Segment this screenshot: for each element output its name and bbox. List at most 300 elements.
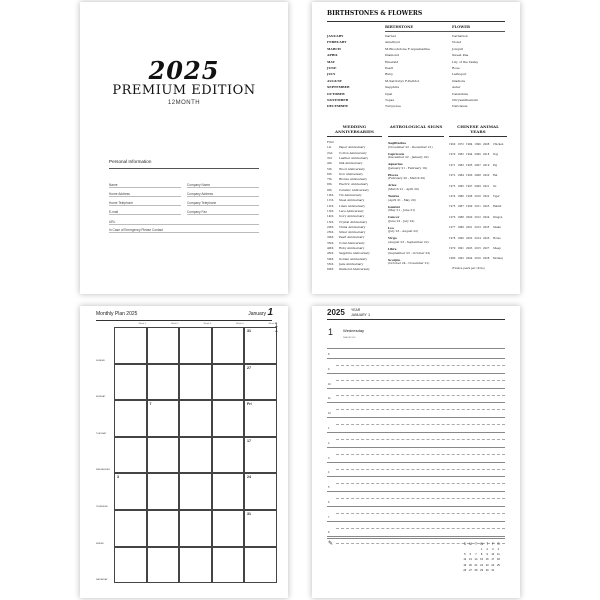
hour-line	[327, 417, 505, 418]
personal-field-line	[187, 196, 259, 197]
week-header: Week 2	[171, 323, 179, 325]
week-header: Week 4	[236, 323, 244, 325]
anniversary-number: 25th	[327, 230, 334, 235]
half-hour-line	[336, 528, 505, 529]
birthstone-month: FEBRUARY	[327, 40, 347, 45]
hour-line	[327, 388, 505, 389]
calendar-cell	[147, 400, 180, 437]
astro-sign	[388, 259, 429, 266]
birthstone-month: MARCH	[327, 46, 341, 51]
daily-bottom-line	[327, 538, 505, 539]
hour-label: 10	[328, 382, 331, 386]
zodiac-animal: Dog	[493, 153, 499, 157]
zodiac-year: 2006	[474, 153, 481, 157]
mini-cal-day: 28	[474, 568, 478, 572]
zodiac-row	[449, 164, 507, 174]
personal-field-line	[109, 232, 259, 233]
mini-cal-day: 25	[496, 563, 500, 567]
birthstone-flower: Narcissus	[452, 104, 468, 109]
astro-sign-name: Sagittarius	[388, 141, 406, 145]
anniversary-name: Ceramic Anniversary	[339, 187, 369, 192]
calendar-cell	[212, 510, 245, 547]
calendar-cell	[147, 547, 180, 584]
calendar-date: 27	[247, 365, 251, 370]
astro-sign	[388, 195, 416, 202]
birthstone-month: SEPTEMBER	[327, 85, 350, 90]
cover-year: 2025	[148, 56, 220, 85]
anniversary-number: 35th	[327, 240, 334, 245]
mini-cal-header: S	[463, 542, 466, 546]
zodiac-year: 2016	[474, 257, 481, 261]
flower-header: FLOWER	[452, 25, 470, 29]
birthstone-row	[327, 66, 505, 72]
anniversary-number: 50th	[327, 256, 334, 261]
zodiac-year: 2020	[483, 174, 490, 178]
daily-rule	[327, 319, 505, 320]
week-header: Week 3	[203, 323, 211, 325]
birthstone-flower: Jonquil	[452, 46, 464, 51]
astro-sign-dates: (December 22 - January 20)	[388, 155, 429, 160]
mini-cal-header: W	[480, 542, 484, 546]
zodiac-year: 2027	[483, 247, 490, 250]
cover-subtitle: 12MONTH	[167, 100, 201, 106]
personal-field-line	[109, 224, 259, 225]
birthstone-flower: Aster	[452, 85, 461, 90]
anniversary-name: Sapphire Anniversary	[339, 251, 370, 256]
personal-field-label: Company Address	[187, 192, 214, 196]
astro-sign	[388, 216, 414, 223]
birthstone-stone: Pearl	[385, 66, 394, 70]
anniversary-number: 3rd	[327, 155, 332, 160]
astro-sign	[388, 174, 425, 181]
zodiac-year: 2003	[466, 247, 473, 250]
calendar-cell	[114, 547, 147, 584]
birthstone-flower: Carnation	[452, 34, 468, 38]
birthstone-stone: Turquoise	[385, 104, 401, 109]
astro-sign-name: Gemini	[388, 204, 400, 209]
birthstone-month: MAY	[327, 59, 335, 64]
zodiac-animal: Rabbit	[493, 205, 502, 209]
zodiac-year: 2024	[483, 215, 490, 219]
monthly-plan-page	[80, 306, 288, 598]
mini-cal-day: 31	[491, 568, 495, 572]
zodiac-year: 1987	[457, 205, 464, 209]
zodiac-row	[449, 237, 507, 247]
half-hour-line	[336, 454, 505, 455]
calendar-cell	[147, 327, 180, 364]
astro-sign-dates: (July 23 - August 22)	[388, 229, 419, 234]
birthstone-row	[327, 34, 505, 40]
calendar-cell	[212, 364, 245, 401]
birthstone-stone: Opal	[385, 91, 393, 96]
zodiac-row	[449, 185, 507, 195]
anniversary-name: Electric Anniversary	[339, 182, 369, 187]
zodiac-year: 1997	[466, 184, 473, 188]
hour-label: 5	[328, 486, 330, 490]
calendar-cell	[244, 364, 277, 401]
birthstone-month: DECEMBER	[327, 104, 348, 109]
astro-sign	[388, 163, 427, 170]
birthstone-row	[327, 104, 505, 110]
anniversary-name: Pearl Anniversary	[339, 235, 365, 240]
zodiac-row	[449, 195, 507, 205]
monthly-month: January	[248, 311, 266, 317]
birthstone-stone: Diamond	[385, 53, 400, 58]
calendar-cell	[179, 473, 212, 510]
astro-sign	[388, 206, 415, 213]
mini-cal-day: 11	[497, 553, 500, 557]
birthstone-stone: M-Sardonyx F-Peridot	[385, 78, 420, 83]
personal-field-line	[187, 214, 259, 215]
astro-sign	[388, 142, 433, 149]
week-header: Week 5	[268, 323, 276, 325]
hour-line	[327, 373, 505, 374]
calendar-date: 24	[247, 475, 251, 480]
half-hour-line	[336, 439, 505, 440]
zodiac-year: 2011	[474, 205, 481, 209]
calendar-cell	[114, 437, 147, 474]
anniversary-number: 12th	[327, 203, 334, 208]
calendar-cell	[244, 473, 277, 510]
zodiac-year: 2022	[483, 195, 490, 198]
zodiac-row	[449, 153, 507, 163]
hour-label: 4	[328, 471, 330, 475]
birthstone-flower: Sweet Pea	[452, 53, 469, 58]
mini-cal-day: 10	[491, 553, 495, 557]
anniversary-number: 1st	[327, 145, 332, 150]
mini-cal-day: 13	[468, 558, 472, 562]
daily-year-label: YEAR	[351, 308, 361, 312]
astro-sign-dates: (April 21 - May 20)	[388, 197, 416, 202]
personal-field-line	[109, 187, 181, 188]
mini-cal-day: 12	[463, 558, 467, 562]
zodiac-year: 2028	[483, 257, 490, 261]
day-row-label: WEDNESDAY	[96, 469, 110, 472]
zodiac-year: 1995	[466, 163, 473, 167]
side-day: 1	[274, 323, 278, 329]
hour-label: 12	[328, 412, 331, 416]
header-rule	[385, 31, 505, 32]
astro-sign-name: Taurus	[388, 194, 400, 198]
zodiac-animal: Chicken	[493, 143, 504, 146]
astro-sign-name: Scorpio	[388, 257, 401, 262]
zodiac-year: 1990	[457, 236, 464, 240]
daily-day-big: 1	[328, 327, 334, 337]
anniversary-number: 10th	[327, 193, 334, 197]
zodiac-year: 1984	[457, 174, 464, 178]
zodiac-year: 2023	[483, 205, 490, 209]
anniversary-number: 6th	[327, 171, 332, 176]
mini-cal-day: 3	[492, 548, 494, 551]
title-rule	[327, 21, 505, 22]
mini-cal-day: 2	[486, 548, 488, 551]
mini-cal-day: 9	[486, 553, 488, 557]
zodiac-year: 2014	[474, 236, 481, 240]
astro-sign-dates: (May 21 - June 21)	[388, 208, 416, 213]
anniversary-name: Golden Anniversary	[339, 256, 368, 261]
hour-line	[327, 506, 505, 507]
calendar-date: Fri	[247, 402, 252, 407]
zodiac-row	[449, 174, 507, 184]
birthstone-flower: Calendula	[452, 91, 468, 96]
hour-label: 7	[328, 515, 330, 519]
anniversary-number: 30th	[327, 235, 334, 240]
pen-icon: ✎	[328, 540, 334, 547]
zodiac-year: 1986	[457, 195, 464, 198]
zodiac-year: 2007	[474, 163, 481, 167]
zodiac-year: 1988	[457, 215, 464, 219]
personal-field-line	[187, 205, 259, 206]
hour-line	[327, 432, 505, 433]
daily-weekday: Wednesday	[343, 328, 365, 333]
birthstone-month: JULY	[327, 72, 336, 77]
anniversary-number: 5th	[327, 166, 332, 171]
calendar-cell	[179, 364, 212, 401]
mini-cal-header: T	[475, 542, 477, 546]
anniversary-name: Leather Anniversary	[339, 155, 369, 160]
calendar-date: 17	[247, 438, 251, 443]
hour-label: 11	[328, 397, 331, 401]
anniversary-number: First	[327, 140, 334, 144]
birthstones-title: BIRTHSTONES & FLOWERS	[327, 10, 423, 17]
cover-edition: PREMIUM EDITION	[112, 83, 256, 98]
mini-cal-day: 6	[469, 553, 472, 557]
anniversary-name: Steel Anniversary	[339, 198, 365, 203]
anniversary-name: Paper Anniversary	[339, 145, 366, 150]
zodiac-year: 2018	[483, 153, 490, 157]
mini-cal-header: F	[491, 542, 494, 546]
mini-cal-day: 19	[463, 563, 467, 567]
anniversary-number: 45th	[327, 251, 334, 256]
half-hour-line	[336, 365, 505, 366]
mini-cal-header: M	[469, 542, 472, 546]
zodiac-year: 1982	[457, 153, 464, 157]
hour-line	[327, 491, 505, 492]
anniversary-name: Crystal Anniversary	[339, 219, 368, 224]
astrological-header: ASTROLOGICAL SIGNS	[389, 124, 443, 129]
mini-cal-day: 30	[485, 568, 489, 572]
anniversaries-header: WEDDING ANNIVERSARIES	[335, 124, 374, 134]
hour-label: 2	[328, 441, 330, 445]
birthstone-flower: Violet	[452, 40, 462, 45]
calendar-date: 7	[149, 402, 152, 407]
mini-cal-day: 24	[491, 563, 495, 567]
zodiac-animal: Dragon	[493, 215, 503, 219]
astro-sign-dates: (March 21 - April 20)	[388, 186, 419, 191]
personal-field-label: E-mail	[109, 210, 119, 214]
astro-sign-name: Aquarius	[388, 162, 403, 167]
personal-field-label: Company Fax	[187, 210, 207, 214]
anniversary-name: China Anniversary	[339, 224, 366, 229]
calendar-cell	[212, 437, 245, 474]
astro-sign	[388, 237, 429, 244]
monthly-grid	[96, 327, 272, 593]
anniversary-name: Jade Anniversary	[339, 261, 364, 266]
mini-cal-day: 29	[480, 568, 484, 572]
personal-field-line	[109, 205, 181, 206]
mini-cal-day: 23	[485, 563, 489, 567]
zodiac-year: 2008	[474, 174, 481, 178]
calendar-cell	[244, 510, 277, 547]
zodiac-year: 1973	[449, 184, 456, 188]
mini-cal-day: 16	[485, 558, 489, 562]
birthstone-stone: Emerald	[385, 59, 399, 64]
birthstone-month: APRIL	[327, 53, 338, 58]
birthstone-flower: Chrysanthemum	[452, 98, 478, 102]
birthstone-flower: Lily of the Valley	[452, 59, 479, 64]
personal-field-label: In Case of Emergency Please Contact	[109, 228, 164, 232]
astro-rule	[388, 136, 444, 137]
hour-line	[327, 476, 505, 477]
zodiac-year: 2021	[483, 184, 490, 188]
hour-label: 8	[328, 353, 330, 356]
anniversary-name: Ivory Anniversary	[339, 214, 365, 219]
anniversary-number: 55th	[327, 261, 334, 266]
zodiac-year: 2019	[483, 163, 490, 167]
calendar-date: 31	[247, 512, 251, 516]
zodiac-row	[449, 257, 507, 267]
calendar-cell	[244, 437, 277, 474]
half-hour-line	[336, 424, 505, 425]
birthstone-stone: Amethyst	[385, 40, 400, 45]
personal-field-line	[187, 187, 259, 188]
birthstone-flower: Larkspur	[452, 72, 467, 77]
hour-label: 9	[328, 367, 330, 371]
calendar-cell	[114, 510, 147, 547]
birthstone-month: AUGUST	[327, 78, 342, 83]
astro-sign-name: Pisces	[388, 172, 399, 177]
zodiac-year: 2001	[466, 226, 473, 230]
astro-sign-dates: (November 22 - December 21)	[388, 144, 433, 149]
zodiac-year: 1972	[457, 143, 464, 146]
birthstone-row	[327, 47, 505, 53]
daily-day-small: 1	[368, 313, 371, 317]
birthstone-stone: Garnet	[385, 34, 396, 38]
calendar-cell	[179, 547, 212, 584]
zodiac-year: 1960	[449, 143, 456, 146]
astro-sign-name: Libra	[388, 247, 397, 251]
calendar-date: 31	[247, 329, 251, 333]
anniversary-number: 20th	[327, 224, 334, 229]
birthstone-flower: Gladiola	[452, 78, 465, 83]
zodiac-row	[449, 247, 507, 257]
hour-label: 1	[328, 427, 330, 430]
reference-page	[312, 2, 520, 294]
calendar-date: 3	[117, 475, 119, 480]
birthstone-row	[327, 72, 505, 78]
zodiac-year: 2026	[483, 236, 490, 240]
daily-separator	[327, 348, 505, 349]
calendar-cell	[114, 400, 147, 437]
anniversary-number: 7th	[327, 177, 332, 182]
personal-info-title: Personal Information	[109, 159, 152, 164]
mini-cal-day: 27	[468, 568, 472, 572]
birthstone-row	[327, 40, 505, 46]
zodiac-year: 2009	[474, 184, 481, 188]
calendar-cell	[114, 327, 147, 364]
side-label: Jan	[274, 331, 278, 333]
personal-field-label: URL	[109, 220, 116, 224]
zodiac-animal: Pig	[493, 163, 498, 167]
mini-cal-day: 17	[491, 558, 495, 562]
half-hour-line	[336, 409, 505, 410]
hour-line	[327, 521, 505, 522]
zodiac-animal: Monkey	[493, 257, 504, 261]
astro-sign-dates: (August 23 - September 22)	[388, 239, 429, 244]
hour-line	[327, 536, 505, 537]
mini-cal-day: 7	[475, 553, 477, 557]
zodiac-year: 2000	[466, 215, 473, 219]
anniversary-number: 9th	[327, 187, 332, 192]
mini-cal-day: 4	[497, 548, 500, 551]
zodiac-animal: Snake	[493, 226, 501, 230]
zodiac-year: 2010	[474, 195, 481, 198]
calendar-cell	[244, 547, 277, 584]
zodiac-year: 1979	[449, 247, 456, 250]
calendar-cell	[179, 510, 212, 547]
monthly-rule	[96, 320, 272, 321]
birthstone-stone: Topaz	[385, 98, 395, 102]
mini-cal-day: 5	[464, 553, 466, 557]
half-hour-line	[336, 513, 505, 514]
astro-sign	[388, 248, 430, 255]
zodiac-year: 2004	[466, 257, 473, 261]
zodiac-year: 1978	[449, 236, 456, 240]
birthstone-row	[327, 53, 505, 59]
astro-sign-name: Aries	[388, 183, 397, 188]
hour-line	[327, 358, 505, 359]
calendar-cell	[244, 400, 277, 437]
birthstone-month: NOVEMBER	[327, 98, 349, 102]
calendar-cell	[147, 437, 180, 474]
anniversary-name: Linen Anniversary	[339, 203, 366, 208]
half-hour-line	[336, 498, 505, 499]
personal-field-label: Company Telephone	[187, 201, 217, 205]
calendar-cell	[147, 510, 180, 547]
anniversary-row	[327, 267, 382, 273]
day-row-label: SATURDAY	[96, 579, 108, 582]
anniversary-number: 15th	[327, 219, 334, 224]
zodiac-year: 2008	[483, 143, 490, 146]
zodiac-year: 2025	[483, 226, 490, 230]
zodiac-rule	[449, 136, 507, 137]
daily-weather: WEA DAY SUN	[343, 337, 356, 339]
anniversary-name: Cotton Anniversary	[339, 150, 367, 155]
birthstone-stone: M-Bloodstone F-Aquamarine	[385, 46, 430, 51]
zodiac-animal: Rat	[493, 174, 498, 178]
hour-label: 8	[328, 530, 330, 534]
daily-page	[312, 306, 520, 598]
birthstone-month: JANUARY	[327, 34, 344, 38]
anniversary-name: Lace Anniversary	[339, 208, 364, 213]
zodiac-row	[449, 226, 507, 236]
day-row-label: THURSDAY	[96, 506, 108, 508]
zodiac-year: 1980	[449, 257, 456, 261]
birthstone-month: JUNE	[327, 66, 337, 70]
zodiac-year: 1996	[474, 143, 481, 146]
birthstone-row	[327, 92, 505, 98]
birthstone-flower: Rose	[452, 66, 460, 70]
birthstone-row	[327, 98, 505, 104]
zodiac-year: 1985	[457, 184, 464, 188]
astro-sign-name: Capricorn	[388, 151, 405, 156]
anniversary-name: Tin Anniversary	[339, 193, 362, 197]
zodiac-year: 1994	[466, 153, 473, 157]
birthstone-row	[327, 79, 505, 85]
hour-label: 6	[328, 501, 330, 504]
anniversary-number: 40th	[327, 246, 334, 250]
mini-cal-day: 22	[480, 563, 484, 567]
